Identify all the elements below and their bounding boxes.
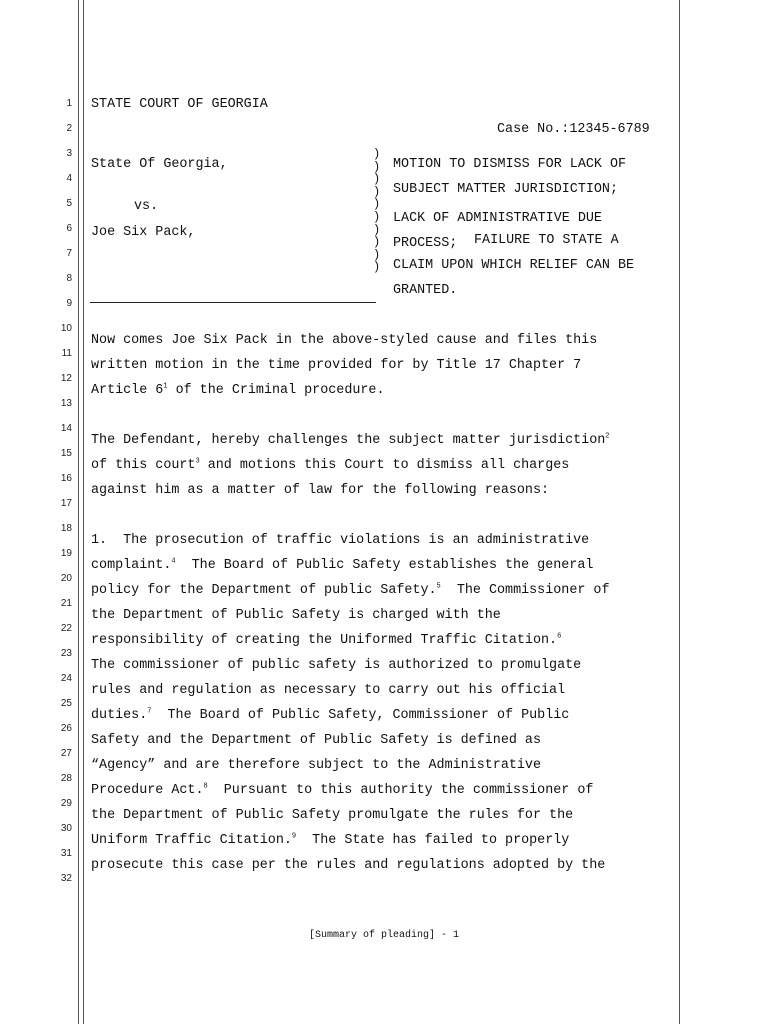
motion-title-line: GRANTED. xyxy=(393,283,458,298)
footnote-ref: 7 xyxy=(147,707,152,716)
line-number: 16 xyxy=(60,473,72,484)
body-line: the Department of Public Safety is charged with the xyxy=(91,608,501,623)
page-footer: [Summary of pleading] - 1 xyxy=(308,930,460,941)
footnote-ref: 6 xyxy=(557,632,562,641)
body-line: complaint.$^4$ The Board of Public Safety establishes the general xyxy=(91,557,594,573)
line-number: 11 xyxy=(61,348,72,359)
caption-divider xyxy=(90,302,376,303)
line-number: 29 xyxy=(60,798,72,809)
motion-title-line: SUBJECT MATTER JURISDICTION; xyxy=(393,182,618,197)
versus-label: vs. xyxy=(134,199,159,214)
body-line: duties.$^7$ The Board of Public Safety, Commissioner of Public xyxy=(91,707,570,723)
motion-title-line: FAILURE TO STATE A xyxy=(474,233,619,248)
body-line: policy for the Department of public Safety.$^5$ The Commissioner of xyxy=(91,582,610,598)
body-line: against him as a matter of law for the following reasons: xyxy=(91,483,550,498)
line-number: 9 xyxy=(66,298,72,309)
line-number: 19 xyxy=(60,548,72,559)
footnote-ref: 1 xyxy=(163,382,168,391)
line-number: 15 xyxy=(60,448,72,459)
body-line: written motion in the time provided for by Title 17 Chapter 7 xyxy=(91,358,582,373)
left-margin-rule xyxy=(78,0,79,1024)
case-number: Case No.:12345-6789 xyxy=(497,122,650,137)
body-line: Uniform Traffic Citation.$^9$ The State has failed to properly xyxy=(91,832,570,848)
line-number: 23 xyxy=(60,648,72,659)
line-number: 6 xyxy=(66,223,72,234)
line-number: 22 xyxy=(60,623,72,634)
motion-title-line: LACK OF ADMINISTRATIVE DUE xyxy=(393,211,602,226)
court-name: STATE COURT OF GEORGIA xyxy=(91,97,268,112)
body-line: the Department of Public Safety promulgate the rules for the xyxy=(91,808,574,823)
caption-parenthesis-column: ) ) ) ) ) ) ) ) ) ) xyxy=(373,147,381,275)
body-line: The Defendant, hereby challenges the subject matter jurisdiction$^2$ xyxy=(91,432,610,448)
left-margin-rule-inner xyxy=(83,0,84,1024)
body-line: The commissioner of public safety is authorized to promulgate xyxy=(91,658,582,673)
line-number: 13 xyxy=(60,398,72,409)
line-number: 25 xyxy=(60,698,72,709)
body-line: prosecute this case per the rules and regulations adopted by the xyxy=(91,858,606,873)
body-line: 1. The prosecution of traffic violations is an administrative xyxy=(91,533,590,548)
line-number: 20 xyxy=(60,573,72,584)
defendant-name: Joe Six Pack, xyxy=(91,225,196,240)
line-number: 12 xyxy=(60,373,72,384)
footnote-ref: 3 xyxy=(195,457,200,466)
motion-title-line: PROCESS; xyxy=(393,236,458,251)
line-number: 28 xyxy=(60,773,72,784)
line-number: 21 xyxy=(60,598,72,609)
plaintiff-name: State Of Georgia, xyxy=(91,157,228,172)
line-number: 32 xyxy=(60,873,72,884)
line-number: 27 xyxy=(60,748,72,759)
body-line: “Agency” and are therefore subject to the Administrative xyxy=(91,758,541,773)
line-number: 2 xyxy=(66,123,72,134)
body-line: rules and regulation as necessary to carry out his official xyxy=(91,683,566,698)
footnote-ref: 8 xyxy=(203,782,208,791)
line-number: 30 xyxy=(60,823,72,834)
body-line: of this court$^3$ and motions this Court to dismiss all charges xyxy=(91,457,570,473)
motion-title-line: CLAIM UPON WHICH RELIEF CAN BE xyxy=(393,258,635,273)
line-number: 26 xyxy=(60,723,72,734)
line-number: 7 xyxy=(66,248,72,259)
footnote-ref: 4 xyxy=(171,557,176,566)
body-line: Now comes Joe Six Pack in the above-styled cause and files this xyxy=(91,333,598,348)
line-number: 4 xyxy=(66,173,72,184)
line-number: 3 xyxy=(66,148,72,159)
body-line: Article $6^1$ of the Criminal procedure. xyxy=(91,382,385,398)
body-line: responsibility of creating the Uniformed Traffic Citation.$^6$ xyxy=(91,632,562,648)
footnote-ref: 5 xyxy=(436,582,441,591)
motion-title-line: MOTION TO DISMISS FOR LACK OF xyxy=(393,157,627,172)
line-number: 8 xyxy=(66,273,72,284)
line-number: 17 xyxy=(60,498,72,509)
line-number: 14 xyxy=(60,423,72,434)
line-number: 1 xyxy=(66,98,72,109)
line-number: 10 xyxy=(60,323,72,334)
line-number: 18 xyxy=(60,523,72,534)
right-margin-rule xyxy=(679,0,680,1024)
footnote-ref: 2 xyxy=(605,432,610,441)
body-line: Safety and the Department of Public Safety is defined as xyxy=(91,733,541,748)
line-number: 5 xyxy=(66,198,72,209)
line-number: 31 xyxy=(60,848,72,859)
footnote-ref: 9 xyxy=(291,832,297,841)
body-line: Procedure Act.$^8$ Pursuant to this authority the commissioner of xyxy=(91,782,594,798)
line-number: 24 xyxy=(60,673,72,684)
